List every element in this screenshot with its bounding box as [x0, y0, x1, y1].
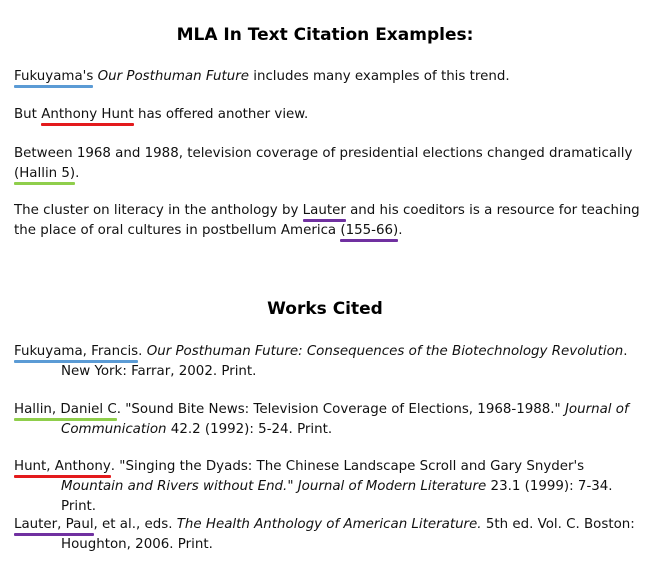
entry-author: Hunt, Anthony: [14, 459, 111, 474]
entry-author: Fukuyama, Francis: [14, 344, 139, 359]
entry-author: Lauter, Paul: [14, 517, 94, 532]
example-text: The cluster on literacy in the anthology by: [14, 203, 303, 218]
period: .: [398, 223, 403, 238]
entry-text: .: [138, 344, 147, 359]
citation-fukuyama: Fukuyama's: [14, 69, 94, 84]
example-text: But: [14, 107, 42, 122]
example-text: and his coeditors is a resource for teaching the place of oral cultures in postbellum America: [14, 203, 640, 238]
work-title: Our Posthuman Future: [97, 69, 249, 84]
entry-text: 5th ed. Vol. C. Boston: Houghton, 2006. Print.: [61, 517, 635, 552]
entry-text: . "Singing the Dyads: The Chinese Landscape Scroll and Gary Snyder's: [110, 459, 585, 474]
entry-title: Our Posthuman Future: Consequences of the Biotechnology Revolution: [146, 344, 624, 359]
works-cited-heading: Works Cited: [267, 299, 383, 319]
intext-heading: MLA In Text Citation Examples:: [176, 25, 474, 45]
example-text: has offered another view.: [133, 107, 309, 122]
entry-journal: Journal of Communication: [61, 402, 629, 437]
entry-text: 42.2 (1992): 5-24. Print.: [166, 422, 333, 437]
citation-hallin: (Hallin 5): [14, 166, 76, 181]
entry-text: . New York: Farrar, 2002. Print.: [61, 344, 628, 379]
works-cited-entry: [14, 515, 640, 555]
example-text: includes many examples of this trend.: [248, 69, 510, 84]
entry-text: . "Sound Bite News: Television Coverage of Elections, 1968-1988.": [116, 402, 565, 417]
works-cited-entry: [14, 342, 640, 382]
works-cited-entry: [14, 400, 640, 440]
citation-pages: (155-66): [340, 223, 399, 238]
entry-title: The Health Anthology of American Literature.: [176, 517, 482, 532]
entry-italic-title: Mountain and Rivers without End." Journal of Modern Literature: [61, 479, 487, 494]
entry-text: 23.1 (1999): 7-34. Print.: [61, 479, 613, 514]
period: .: [75, 166, 80, 181]
works-cited-entry: [14, 457, 640, 517]
entry-text: , et al., eds.: [93, 517, 177, 532]
citation-lauter: Lauter: [302, 203, 346, 218]
citation-hunt: Anthony Hunt: [41, 107, 134, 122]
example-fukuyama: [14, 67, 640, 87]
example-text: Between 1968 and 1988, television coverage of presidential elections changed dramatically: [14, 146, 633, 161]
example-hallin: [14, 144, 640, 184]
example-hunt: [14, 105, 640, 125]
example-lauter: [14, 201, 640, 241]
entry-author: Hallin, Daniel C: [14, 402, 117, 417]
